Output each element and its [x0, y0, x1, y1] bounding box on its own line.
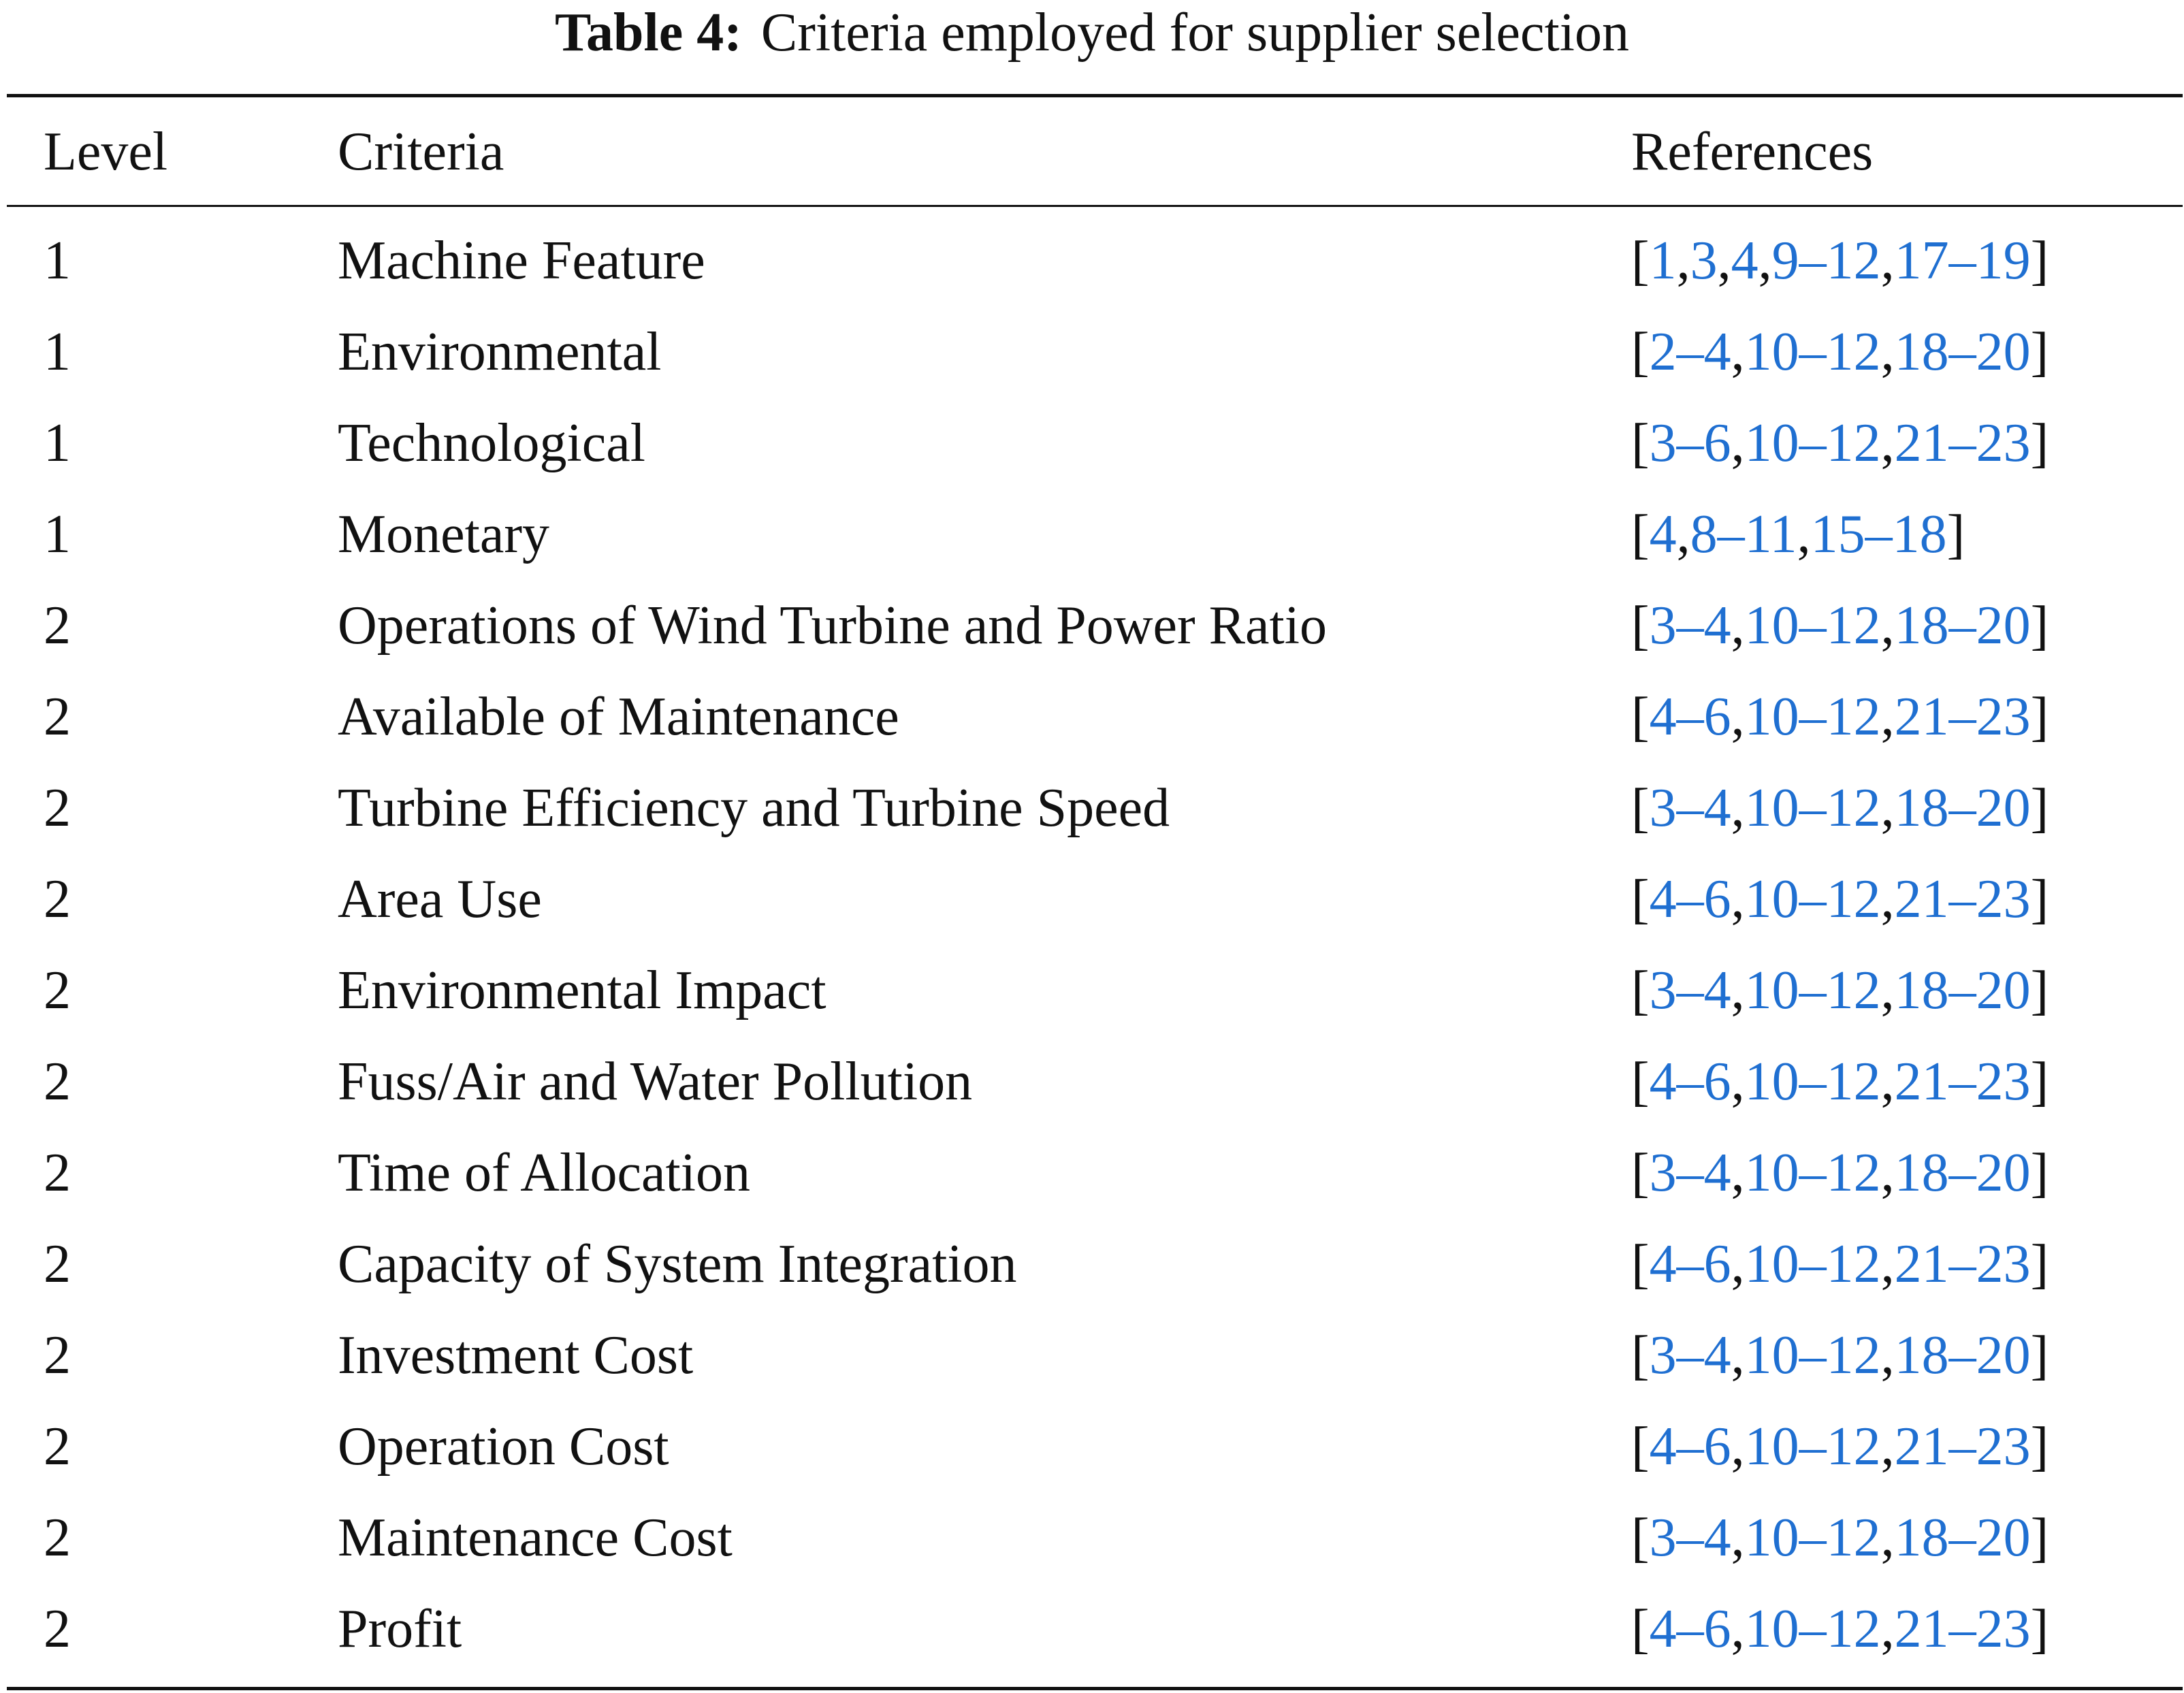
open-bracket: [: [1631, 1508, 1650, 1568]
row-criteria: Area Use: [338, 869, 542, 929]
table-top-rule: [7, 94, 2183, 97]
open-bracket: [: [1631, 596, 1650, 656]
close-bracket: ]: [2030, 1325, 2049, 1385]
close-bracket: ]: [2030, 869, 2049, 929]
citation-separator: ,: [1880, 1143, 1895, 1203]
row-references: [1631, 854, 2049, 945]
header-criteria: Criteria: [338, 122, 504, 182]
citation-separator: ,: [1731, 1052, 1745, 1112]
row-criteria: Turbine Efficiency and Turbine Speed: [338, 778, 1170, 838]
citation-link[interactable]: 1: [1649, 231, 1677, 291]
citation-separator: ,: [1880, 778, 1895, 838]
citation-link[interactable]: 10–12: [1744, 413, 1881, 473]
row-references: [1631, 489, 1965, 580]
citation-separator: ,: [1731, 322, 1745, 382]
citation-separator: ,: [1880, 322, 1895, 382]
citation-separator: ,: [1797, 504, 1811, 564]
citation-separator: ,: [1731, 778, 1745, 838]
row-level: 2: [44, 1508, 71, 1568]
close-bracket: ]: [2030, 1417, 2049, 1477]
open-bracket: [: [1631, 687, 1650, 747]
citation-link[interactable]: 3–4: [1649, 1325, 1731, 1385]
citation-link[interactable]: 10–12: [1744, 1234, 1881, 1294]
close-bracket: ]: [2030, 1508, 2049, 1568]
close-bracket: ]: [2030, 778, 2049, 838]
citation-separator: ,: [1880, 1417, 1895, 1477]
citation-link[interactable]: 10–12: [1744, 1052, 1881, 1112]
citation-link[interactable]: 21–23: [1894, 1417, 2031, 1477]
citation-link[interactable]: 18–20: [1894, 596, 2031, 656]
row-criteria: Available of Maintenance: [338, 687, 899, 747]
table-row: [0, 1583, 2184, 1675]
open-bracket: [: [1631, 1325, 1650, 1385]
citation-link[interactable]: 10–12: [1744, 1325, 1881, 1385]
row-level: 2: [44, 1143, 71, 1203]
row-level: 1: [44, 504, 71, 564]
table-row: [0, 1036, 2184, 1127]
citation-link[interactable]: 18–20: [1894, 961, 2031, 1020]
table-row: [0, 306, 2184, 398]
citation-link[interactable]: 2–4: [1649, 322, 1731, 382]
table-row: [0, 1127, 2184, 1219]
row-references: [1631, 671, 2049, 762]
row-references: [1631, 945, 2049, 1036]
citation-link[interactable]: 21–23: [1894, 1052, 2031, 1112]
table-row: [0, 671, 2184, 762]
table-row: [0, 215, 2184, 306]
citation-link[interactable]: 9–12: [1771, 231, 1881, 291]
citation-link[interactable]: 18–20: [1894, 322, 2031, 382]
citation-link[interactable]: 18–20: [1894, 1508, 2031, 1568]
row-level: 1: [44, 231, 71, 291]
citation-link[interactable]: 4–6: [1649, 1052, 1731, 1112]
citation-separator: ,: [1731, 1234, 1745, 1294]
citation-separator: ,: [1731, 687, 1745, 747]
row-criteria: Fuss/Air and Water Pollution: [338, 1052, 973, 1112]
citation-link[interactable]: 4: [1731, 231, 1759, 291]
citation-link[interactable]: 10–12: [1744, 1417, 1881, 1477]
row-references: [1631, 1401, 2049, 1492]
table-row: [0, 1401, 2184, 1492]
row-criteria: Technological: [338, 413, 645, 473]
row-references: [1631, 1310, 2049, 1401]
row-level: 2: [44, 596, 71, 656]
citation-link[interactable]: 21–23: [1894, 1599, 2031, 1659]
row-criteria: Capacity of System Integration: [338, 1234, 1017, 1294]
row-references: [1631, 306, 2049, 398]
table-row: [0, 489, 2184, 580]
row-level: 2: [44, 687, 71, 747]
citation-link[interactable]: 3: [1690, 231, 1718, 291]
citation-separator: ,: [1731, 1417, 1745, 1477]
open-bracket: [: [1631, 1234, 1650, 1294]
citation-link[interactable]: 4: [1649, 504, 1677, 564]
citation-separator: ,: [1880, 1325, 1895, 1385]
citation-link[interactable]: 3–4: [1649, 961, 1731, 1020]
citation-link[interactable]: 10–12: [1744, 1599, 1881, 1659]
close-bracket: ]: [2030, 1143, 2049, 1203]
row-references: [1631, 215, 2049, 306]
open-bracket: [: [1631, 1599, 1650, 1659]
citation-link[interactable]: 10–12: [1744, 961, 1881, 1020]
citation-link[interactable]: 18–20: [1894, 1143, 2031, 1203]
citation-separator: ,: [1880, 1052, 1895, 1112]
citation-link[interactable]: 3–4: [1649, 1143, 1731, 1203]
citation-link[interactable]: 10–12: [1744, 322, 1881, 382]
citation-link[interactable]: 21–23: [1894, 869, 2031, 929]
close-bracket: ]: [2030, 687, 2049, 747]
open-bracket: [: [1631, 961, 1650, 1020]
citation-link[interactable]: 4–6: [1649, 1234, 1731, 1294]
citation-link[interactable]: 15–18: [1810, 504, 1947, 564]
row-criteria: Environmental Impact: [338, 961, 826, 1020]
row-references: [1631, 1127, 2049, 1219]
row-level: 2: [44, 961, 71, 1020]
row-level: 1: [44, 322, 71, 382]
row-criteria: Profit: [338, 1599, 462, 1659]
row-level: 2: [44, 1052, 71, 1112]
citation-link[interactable]: 21–23: [1894, 1234, 2031, 1294]
close-bracket: ]: [1946, 504, 1965, 564]
row-criteria: Investment Cost: [338, 1325, 694, 1385]
citation-link[interactable]: 8–11: [1690, 504, 1797, 564]
citation-link[interactable]: 21–23: [1894, 687, 2031, 747]
open-bracket: [: [1631, 504, 1650, 564]
row-references: [1631, 1583, 2049, 1675]
table-body: [0, 215, 2184, 1675]
citation-link[interactable]: 4–6: [1649, 869, 1731, 929]
citation-separator: ,: [1880, 1508, 1895, 1568]
table-row: [0, 945, 2184, 1036]
citation-separator: ,: [1880, 869, 1895, 929]
citation-link[interactable]: 3–4: [1649, 596, 1731, 656]
citation-link[interactable]: 10–12: [1744, 1508, 1881, 1568]
header-level: Level: [44, 122, 168, 182]
close-bracket: ]: [2030, 413, 2049, 473]
row-level: 2: [44, 1417, 71, 1477]
citation-link[interactable]: 18–20: [1894, 778, 2031, 838]
row-references: [1631, 580, 2049, 671]
citation-separator: ,: [1676, 504, 1690, 564]
row-level: 2: [44, 1599, 71, 1659]
citation-link[interactable]: 4–6: [1649, 1599, 1731, 1659]
row-references: [1631, 762, 2049, 854]
row-criteria: Environmental: [338, 322, 662, 382]
row-level: 1: [44, 413, 71, 473]
table-header-rule: [7, 205, 2183, 207]
citation-link[interactable]: 3–4: [1649, 1508, 1731, 1568]
citation-separator: ,: [1731, 596, 1745, 656]
citation-link[interactable]: 4–6: [1649, 1417, 1731, 1477]
table-row: [0, 398, 2184, 489]
citation-separator: ,: [1731, 413, 1745, 473]
header-references: References: [1631, 122, 1874, 182]
table-caption-text: Criteria employed for supplier selection: [760, 3, 1630, 63]
citation-link[interactable]: 3–6: [1649, 413, 1731, 473]
citation-link[interactable]: 10–12: [1744, 1143, 1881, 1203]
citation-separator: ,: [1880, 1599, 1895, 1659]
citation-separator: ,: [1880, 413, 1895, 473]
row-references: [1631, 398, 2049, 489]
row-level: 2: [44, 778, 71, 838]
citation-link[interactable]: 18–20: [1894, 1325, 2031, 1385]
row-references: [1631, 1492, 2049, 1583]
table-caption-label: Table 4:: [554, 3, 742, 63]
citation-separator: ,: [1880, 231, 1895, 291]
citation-link[interactable]: 10–12: [1744, 687, 1881, 747]
open-bracket: [: [1631, 778, 1650, 838]
citation-separator: ,: [1880, 687, 1895, 747]
open-bracket: [: [1631, 413, 1650, 473]
table-bottom-rule: [7, 1687, 2183, 1690]
close-bracket: ]: [2030, 322, 2049, 382]
open-bracket: [: [1631, 1143, 1650, 1203]
close-bracket: ]: [2030, 1052, 2049, 1112]
citation-separator: ,: [1880, 596, 1895, 656]
table-row: [0, 1219, 2184, 1310]
citation-separator: ,: [1731, 869, 1745, 929]
open-bracket: [: [1631, 231, 1650, 291]
citation-link[interactable]: 10–12: [1744, 869, 1881, 929]
open-bracket: [: [1631, 869, 1650, 929]
row-criteria: Monetary: [338, 504, 550, 564]
citation-separator: ,: [1731, 1599, 1745, 1659]
citation-separator: ,: [1880, 961, 1895, 1020]
citation-separator: ,: [1676, 231, 1690, 291]
row-criteria: Maintenance Cost: [338, 1508, 733, 1568]
row-references: [1631, 1219, 2049, 1310]
close-bracket: ]: [2030, 231, 2049, 291]
table-row: [0, 1492, 2184, 1583]
row-criteria: Operations of Wind Turbine and Power Ratio: [338, 596, 1327, 656]
table-row: [0, 762, 2184, 854]
close-bracket: ]: [2030, 1234, 2049, 1294]
row-criteria: Time of Allocation: [338, 1143, 750, 1203]
open-bracket: [: [1631, 1417, 1650, 1477]
citation-link[interactable]: 10–12: [1744, 778, 1881, 838]
row-level: 2: [44, 869, 71, 929]
citation-separator: ,: [1731, 1325, 1745, 1385]
citation-separator: ,: [1731, 1508, 1745, 1568]
open-bracket: [: [1631, 1052, 1650, 1112]
table-row: [0, 1310, 2184, 1401]
table-row: [0, 580, 2184, 671]
table-caption: [0, 0, 2184, 65]
citation-link[interactable]: 10–12: [1744, 596, 1881, 656]
citation-separator: ,: [1731, 1143, 1745, 1203]
table-row: [0, 854, 2184, 945]
row-criteria: Machine Feature: [338, 231, 705, 291]
citation-link[interactable]: 3–4: [1649, 778, 1731, 838]
citation-link[interactable]: 4–6: [1649, 687, 1731, 747]
citation-separator: ,: [1717, 231, 1731, 291]
citation-separator: ,: [1880, 1234, 1895, 1294]
open-bracket: [: [1631, 322, 1650, 382]
row-references: [1631, 1036, 2049, 1127]
close-bracket: ]: [2030, 961, 2049, 1020]
close-bracket: ]: [2030, 1599, 2049, 1659]
row-level: 2: [44, 1325, 71, 1385]
row-level: 2: [44, 1234, 71, 1294]
row-criteria: Operation Cost: [338, 1417, 669, 1477]
close-bracket: ]: [2030, 596, 2049, 656]
table-header-row: [0, 106, 2184, 197]
citation-link[interactable]: 17–19: [1894, 231, 2031, 291]
citation-link[interactable]: 21–23: [1894, 413, 2031, 473]
citation-separator: ,: [1731, 961, 1745, 1020]
citation-separator: ,: [1758, 231, 1772, 291]
